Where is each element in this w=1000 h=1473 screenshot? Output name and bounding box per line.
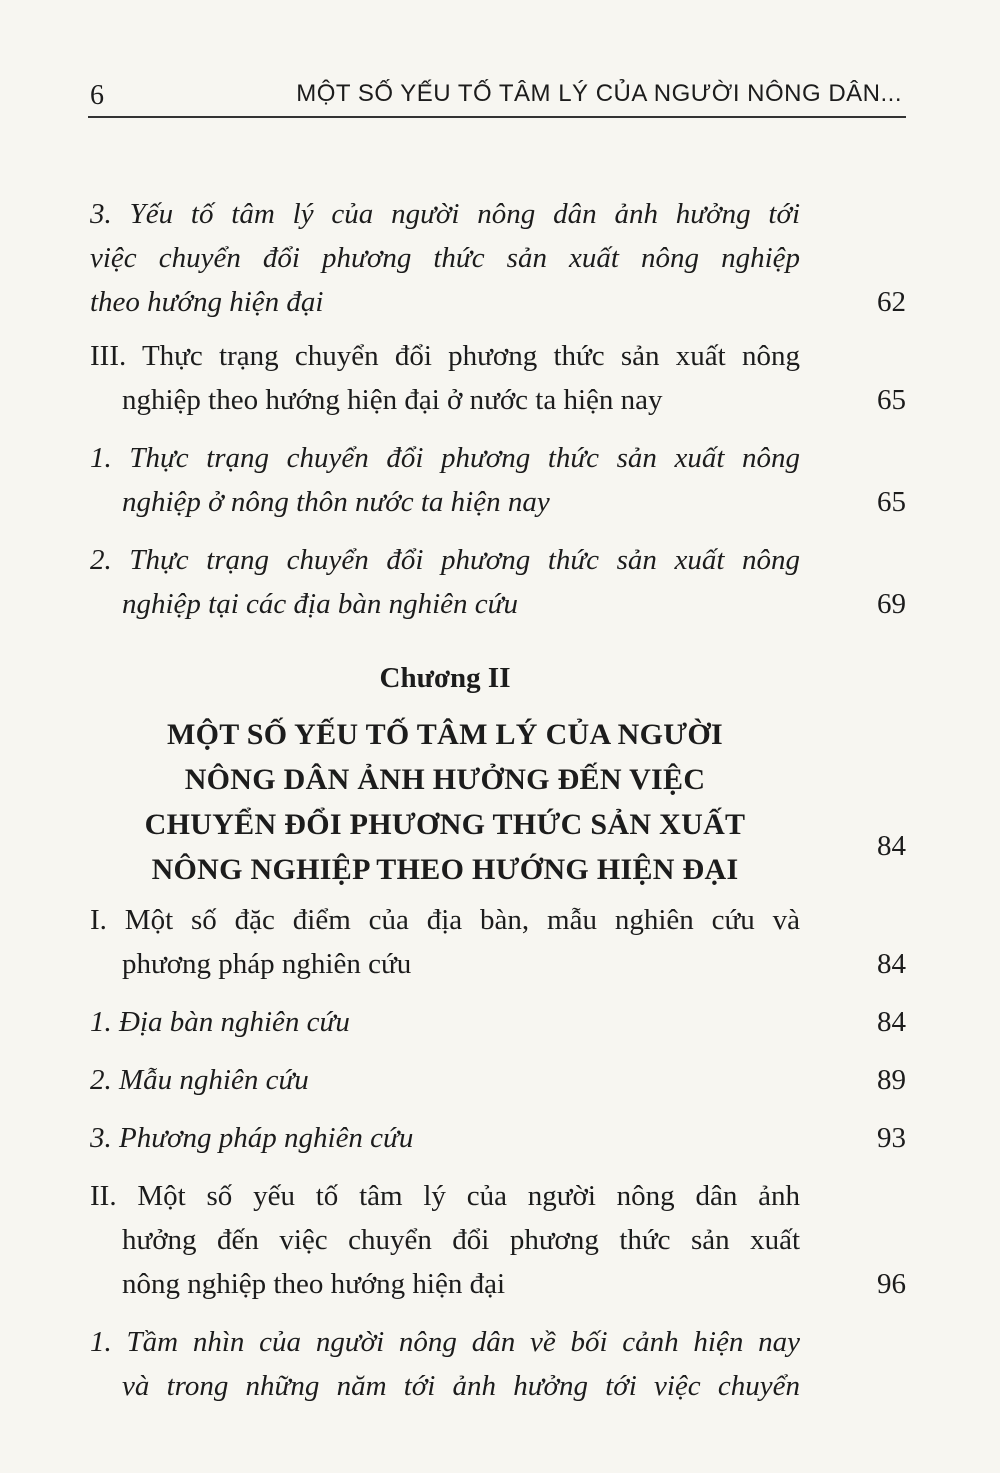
toc-entry-text: 3. Yếu tố tâm lý của người nông dân ảnh hưởng tới việc chuyển đổi phương thức sản xuất nông nghiệp theo hướng hiện đại xyxy=(90,198,800,318)
toc-entry-page: 84 xyxy=(877,1006,906,1038)
chapter-page: 84 xyxy=(877,830,906,862)
toc-entry-page: 65 xyxy=(877,486,906,518)
toc-entry-page: 62 xyxy=(877,286,906,318)
toc-entry-text: II. Một số yếu tố tâm lý của người nông dân ảnh hưởng đến việc chuyển đổi phương thức sản xuất nông nghiệp theo hướng hiện đại xyxy=(90,1180,800,1300)
toc-entry-text: 1. Tầm nhìn của người nông dân về bối cảnh hiện nay và trong những năm tới ảnh hưởng tới việc chuyển xyxy=(90,1326,800,1402)
toc-entry-text: I. Một số đặc điểm của địa bàn, mẫu nghiên cứu và phương pháp nghiên cứu xyxy=(90,904,800,980)
toc-entry-page: 84 xyxy=(877,948,906,980)
chapter-label: Chương II xyxy=(379,662,511,694)
toc-entry-page: 96 xyxy=(877,1268,906,1300)
toc-entry-text: 2. Mẫu nghiên cứu xyxy=(90,1064,309,1096)
toc-entry-page: 93 xyxy=(877,1122,906,1154)
running-title: MỘT SỐ YẾU TỐ TÂM LÝ CỦA NGƯỜI NÔNG DÂN... xyxy=(296,80,902,107)
toc-entry-page: 89 xyxy=(877,1064,906,1096)
page-header xyxy=(88,70,906,118)
chapter-title[interactable]: MỘT SỐ YẾU TỐ TÂM LÝ CỦA NGƯỜI NÔNG DÂN ẢNH HƯỞNG ĐẾN VIỆC CHUYỂN ĐỔI PHƯƠNG THỨC SẢN XUẤT NÔNG NGHIỆP THEO HƯỚNG HIỆN ĐẠI xyxy=(144,718,746,886)
toc-entry-page: 65 xyxy=(877,384,906,416)
toc-entry-text: III. Thực trạng chuyển đổi phương thức sản xuất nông nghiệp theo hướng hiện đại ở nước ta hiện nay xyxy=(90,340,800,416)
page-number: 6 xyxy=(90,80,104,111)
toc-entry-text: 1. Địa bàn nghiên cứu xyxy=(90,1006,350,1038)
toc-entry-text: 2. Thực trạng chuyển đổi phương thức sản xuất nông nghiệp tại các địa bàn nghiên cứu xyxy=(90,544,800,620)
toc-entry-text: 3. Phương pháp nghiên cứu xyxy=(90,1122,414,1154)
toc-entry-text: 1. Thực trạng chuyển đổi phương thức sản xuất nông nghiệp ở nông thôn nước ta hiện nay xyxy=(90,442,800,518)
toc-entry-page: 69 xyxy=(877,588,906,620)
